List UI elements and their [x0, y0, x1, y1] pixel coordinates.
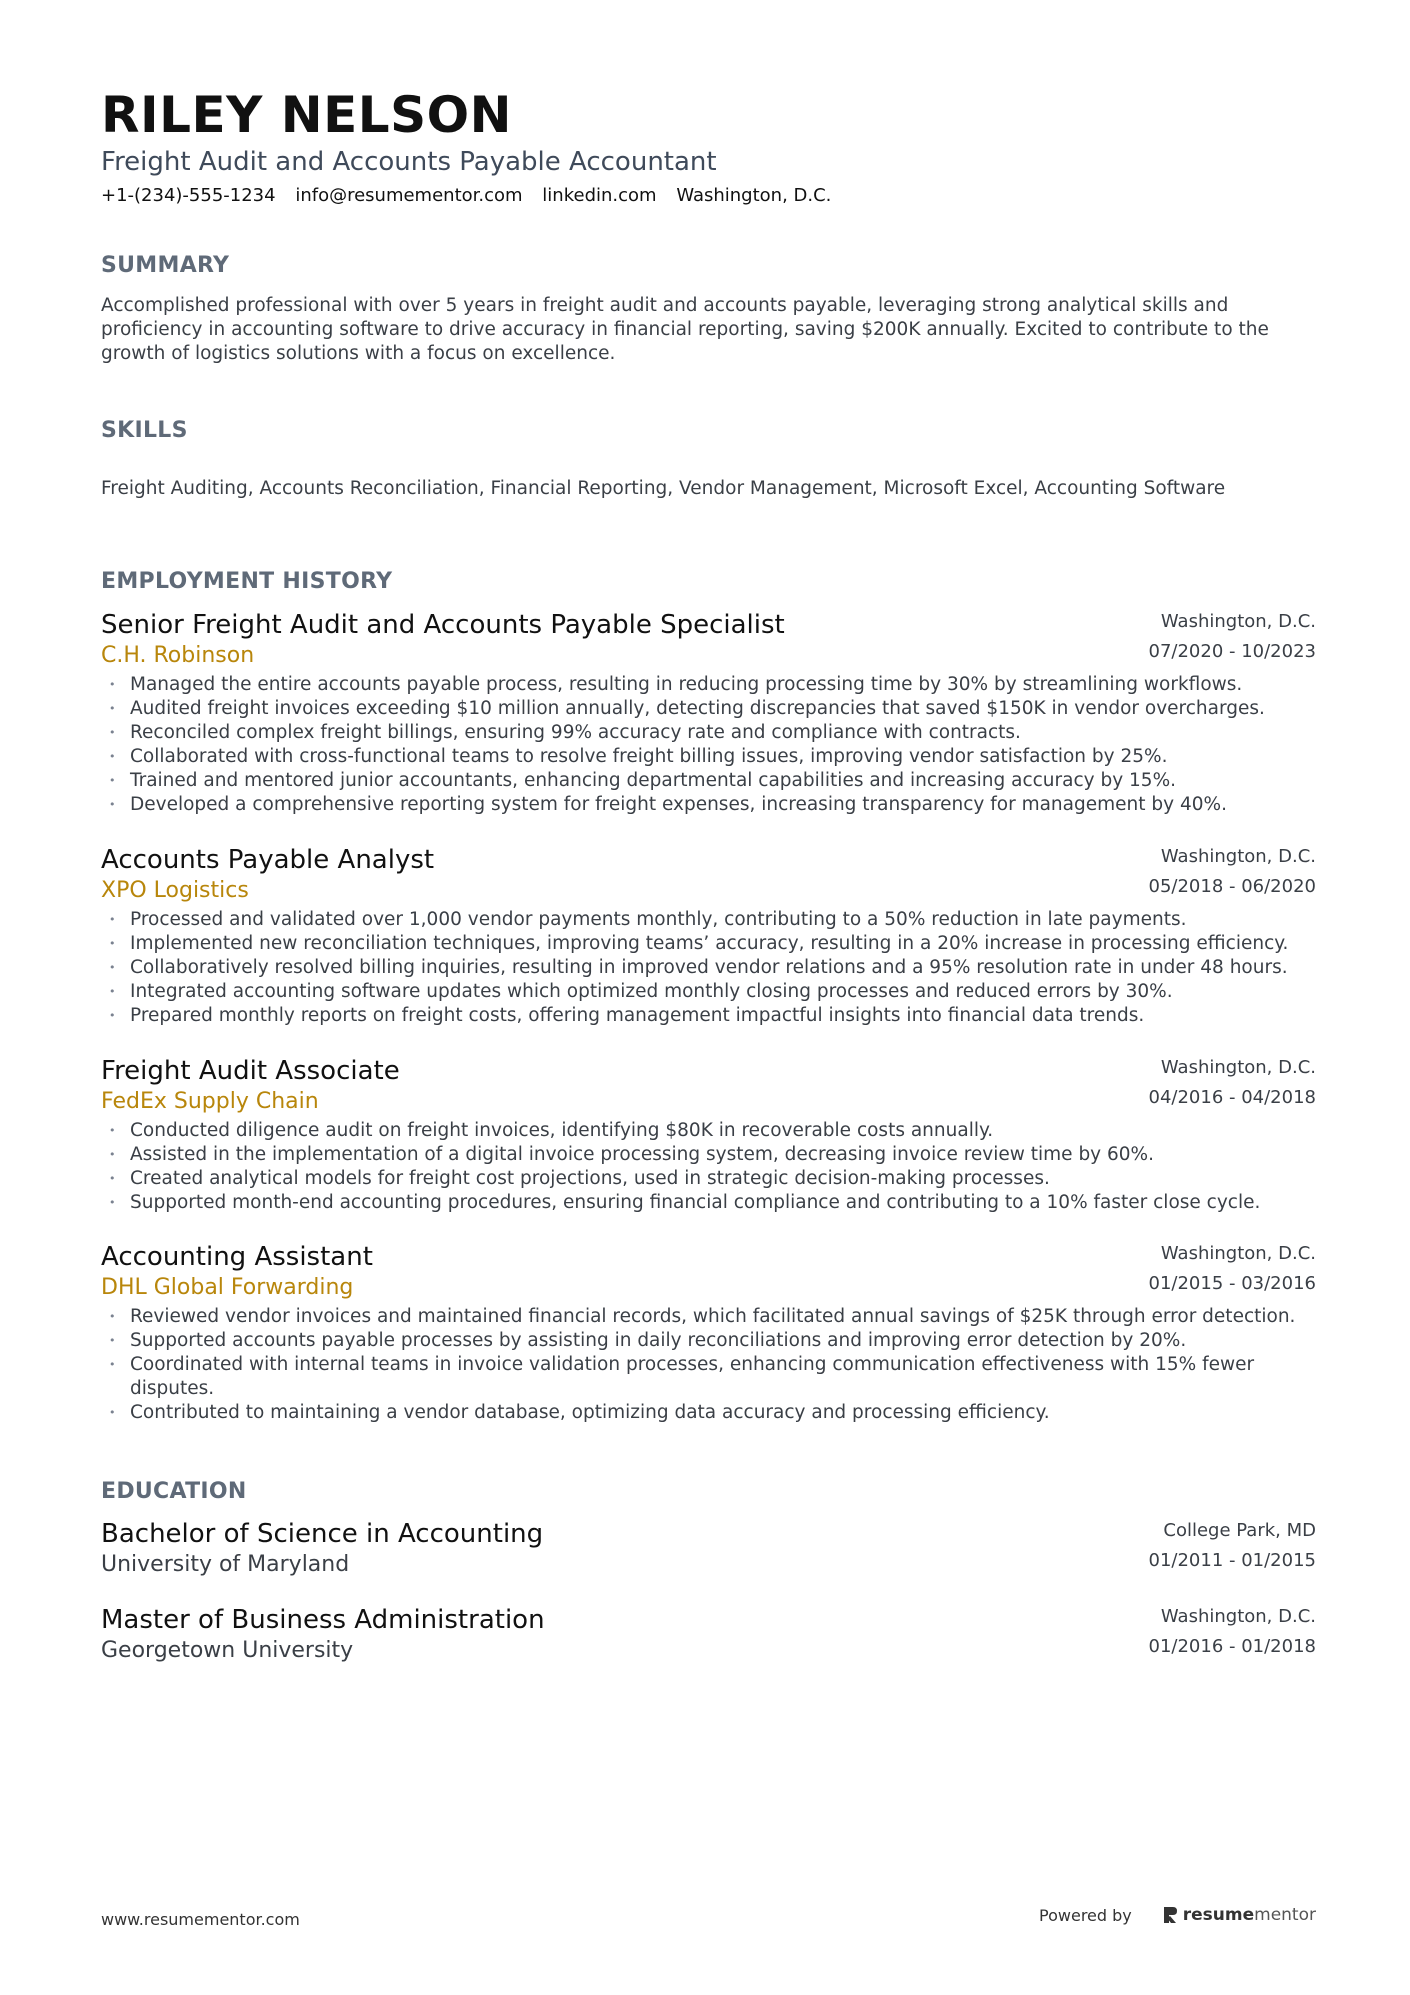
bullet-item: • Collaboratively resolved billing inquiries, resulting in improved vendor relations and a 95% resolution rate in under 48 hours. — [101, 956, 1316, 980]
brand-light: mentor — [1254, 1905, 1316, 1925]
resumementor-logo-icon — [1162, 1905, 1178, 1925]
summary-heading: SUMMARY — [101, 253, 230, 278]
job-dates: 01/2015 - 03/2016 — [1148, 1273, 1316, 1294]
degree-title: Master of Business Administration — [101, 1605, 545, 1635]
education-heading: EDUCATION — [101, 1479, 247, 1504]
bullet-item: • Processed and validated over 1,000 vendor payments monthly, contributing to a 50% reduction in late payments. — [101, 908, 1316, 932]
bullet-item: • Developed a comprehensive reporting system for freight expenses, increasing transparency for management by 40%. — [101, 793, 1316, 817]
candidate-title: Freight Audit and Accounts Payable Accountant — [101, 147, 717, 177]
bullet-item: • Coordinated with internal teams in invoice validation processes, enhancing communication effectiveness with 15% fewer disputes. — [101, 1353, 1316, 1401]
bullet-item: • Integrated accounting software updates which optimized monthly closing processes and reduced errors by 30%. — [101, 980, 1316, 1004]
job-company: DHL Global Forwarding — [101, 1275, 354, 1300]
job-title: Freight Audit Associate — [101, 1056, 400, 1086]
job-bullets — [101, 1305, 1316, 1425]
job-location: Washington, D.C. — [1160, 1243, 1316, 1264]
bullet-item: • Created analytical models for freight cost projections, used in strategic decision-making processes. — [101, 1167, 1316, 1191]
bullet-item: • Collaborated with cross-functional teams to resolve freight billing issues, improving vendor satisfaction by 25%. — [101, 745, 1316, 769]
summary-text: Accomplished professional with over 5 years in freight audit and accounts payable, leveraging strong analytical skills and proficiency in accounting software to drive accuracy in financial reporting, saving $200K annually. Excited to contribute to the growth of logistics solutions with a focus on excellence. — [101, 295, 1269, 364]
brand-bold: resume — [1182, 1905, 1255, 1925]
bullet-item: • Assisted in the implementation of a digital invoice processing system, decreasing invoice review time by 60%. — [101, 1143, 1316, 1167]
job-location: Washington, D.C. — [1160, 611, 1316, 632]
bullet-item: • Implemented new reconciliation techniques, improving teams’ accuracy, resulting in a 20% increase in processing efficiency. — [101, 932, 1316, 956]
job-bullets — [101, 673, 1316, 817]
school-name: University of Maryland — [101, 1552, 350, 1577]
job-company: C.H. Robinson — [101, 643, 255, 668]
bullet-item: • Supported accounts payable processes by assisting in daily reconciliations and improving error detection by 20%. — [101, 1329, 1316, 1353]
job-dates: 05/2018 - 06/2020 — [1148, 876, 1316, 897]
contact-location: Washington, D.C. — [676, 185, 832, 206]
bullet-item: • Supported month-end accounting procedures, ensuring financial compliance and contributing to a 10% faster close cycle. — [101, 1191, 1316, 1215]
candidate-name: RILEY NELSON — [101, 86, 512, 144]
contact-email[interactable]: info@resumementor.com — [295, 185, 523, 206]
contact-line — [101, 183, 845, 209]
job-title: Senior Freight Audit and Accounts Payable Specialist — [101, 610, 785, 640]
contact-linkedin[interactable]: linkedin.com — [542, 185, 657, 206]
school-location: College Park, MD — [1163, 1520, 1316, 1541]
education-dates: 01/2016 - 01/2018 — [1148, 1636, 1316, 1657]
skills-text: Freight Auditing, Accounts Reconciliation, Financial Reporting, Vendor Management, Microsoft Excel, Accounting Software — [101, 478, 1226, 499]
skills-heading: SKILLS — [101, 418, 188, 443]
job-bullets — [101, 908, 1316, 1028]
contact-phone[interactable]: +1-(234)-555-1234 — [101, 185, 276, 206]
bullet-item: • Trained and mentored junior accountants, enhancing departmental capabilities and increasing accuracy by 15%. — [101, 769, 1316, 793]
job-dates: 07/2020 - 10/2023 — [1148, 641, 1316, 662]
job-company: FedEx Supply Chain — [101, 1089, 319, 1114]
job-dates: 04/2016 - 04/2018 — [1148, 1087, 1316, 1108]
education-dates: 01/2011 - 01/2015 — [1148, 1550, 1316, 1571]
bullet-item: • Audited freight invoices exceeding $10 million annually, detecting discrepancies that saved $150K in vendor overcharges. — [101, 697, 1316, 721]
degree-title: Bachelor of Science in Accounting — [101, 1519, 544, 1549]
footer-website[interactable]: www.resumementor.com — [101, 1910, 300, 1929]
school-location: Washington, D.C. — [1160, 1606, 1316, 1627]
job-bullets — [101, 1119, 1316, 1215]
bullet-item: • Reconciled complex freight billings, ensuring 99% accuracy rate and compliance with contracts. — [101, 721, 1316, 745]
job-location: Washington, D.C. — [1160, 1057, 1316, 1078]
brand-wordmark[interactable] — [1183, 1905, 1316, 1925]
bullet-item: • Contributed to maintaining a vendor database, optimizing data accuracy and processing efficiency. — [101, 1401, 1316, 1425]
footer-branding — [1039, 1905, 1316, 1925]
employment-heading: EMPLOYMENT HISTORY — [101, 569, 393, 594]
job-title: Accounting Assistant — [101, 1242, 373, 1272]
school-name: Georgetown University — [101, 1638, 354, 1663]
job-company: XPO Logistics — [101, 878, 249, 903]
bullet-item: • Conducted diligence audit on freight invoices, identifying $80K in recoverable costs annually. — [101, 1119, 1316, 1143]
job-title: Accounts Payable Analyst — [101, 845, 435, 875]
bullet-item: • Prepared monthly reports on freight costs, offering management impactful insights into financial data trends. — [101, 1004, 1316, 1028]
bullet-item: • Managed the entire accounts payable process, resulting in reducing processing time by 30% by streamlining workflows. — [101, 673, 1316, 697]
job-location: Washington, D.C. — [1160, 846, 1316, 867]
bullet-item: • Reviewed vendor invoices and maintained financial records, which facilitated annual savings of $25K through error detection. — [101, 1305, 1316, 1329]
powered-by-label: Powered by — [1039, 1905, 1132, 1925]
